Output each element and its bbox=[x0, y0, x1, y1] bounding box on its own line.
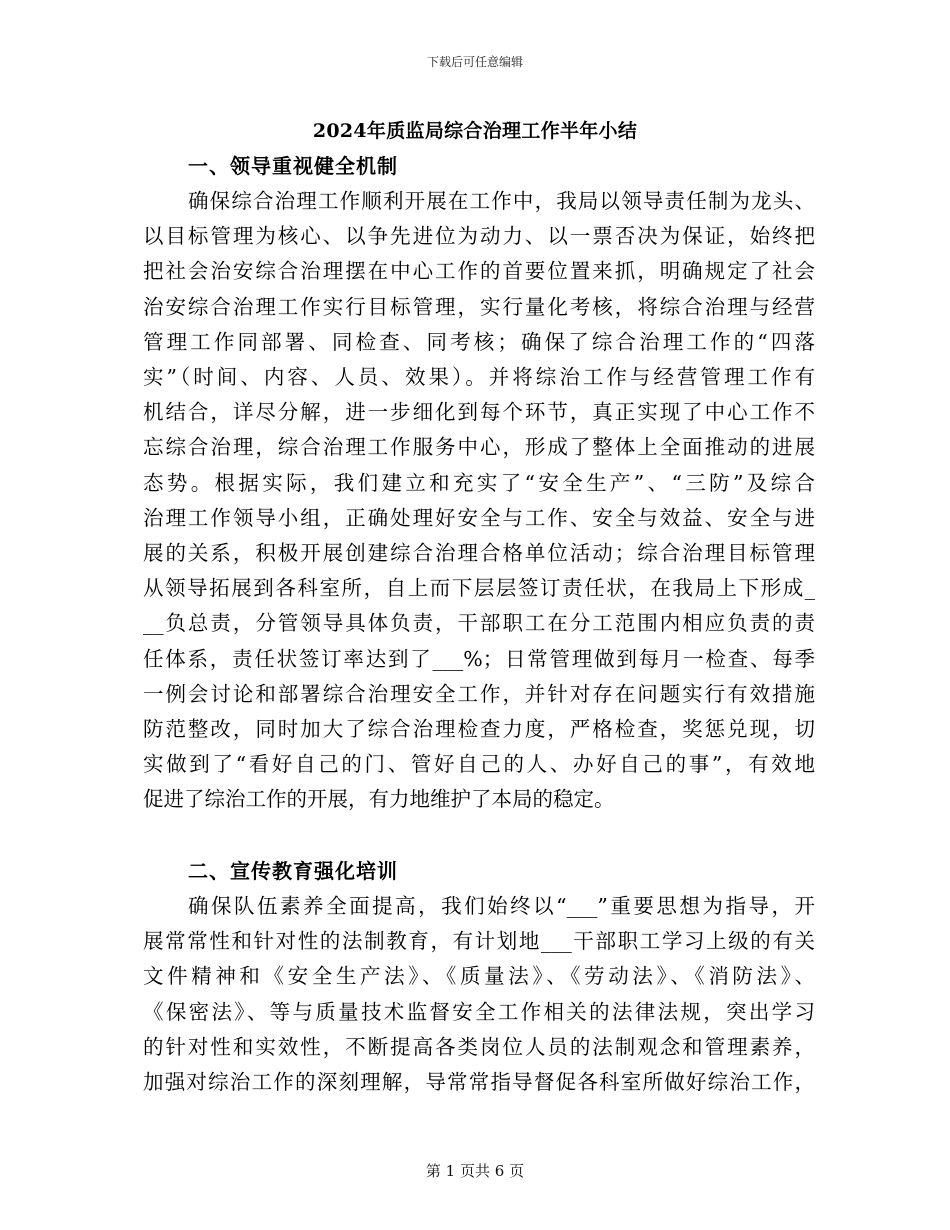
paragraph-line: __负总责，分管领导具体负责，干部职工在分工范围内相应负责的责 bbox=[143, 611, 815, 636]
document-title: 2024年质监局综合治理工作半年小结 bbox=[312, 120, 638, 142]
paragraph-line: 管理工作同部署、同检查、同考核；确保了综合治理工作的“四落 bbox=[143, 329, 815, 354]
paragraph-line: 确保综合治理工作顺利开展在工作中，我局以领导责任制为龙头、 bbox=[188, 189, 815, 213]
paragraph-line: 展常常性和针对性的法制教育，有计划地___干部职工学习上级的有关 bbox=[143, 929, 815, 954]
paragraph-line: 实”（时间、内容、人员、效果）。并将综治工作与经营管理工作有 bbox=[143, 365, 815, 389]
page-footer: 第 1 页共 6 页 bbox=[425, 1162, 525, 1180]
paragraph-line: 展的关系，积极开展创建综合治理合格单位活动；综合治理目标管理 bbox=[143, 541, 815, 565]
paragraph-line: 以目标管理为核心、以争先进位为动力、以一票否决为保证，始终把 bbox=[143, 224, 815, 249]
paragraph-line: 治安综合治理工作实行目标管理，实行量化考核，将综合治理与经营 bbox=[143, 294, 815, 319]
paragraph-line: 从领导拓展到各科室所，自上而下层层签订责任状，在我局上下形成_ bbox=[143, 576, 815, 601]
paragraph-line: 治理工作领导小组，正确处理好安全与工作、安全与效益、安全与进 bbox=[143, 505, 815, 530]
paragraph-line: 的针对性和实效性，不断提高各类岗位人员的法制观念和管理素养， bbox=[143, 1034, 815, 1059]
paragraph-line: 实做到了“看好自己的门、管好自己的人、办好自己的事”，有效地 bbox=[143, 752, 815, 777]
paragraph-line: 促进了综治工作的开展，有力地维护了本局的稳定。 bbox=[143, 787, 615, 812]
section-heading-1: 一、领导重视健全机制 bbox=[188, 154, 398, 178]
paragraph-line: 一例会讨论和部署综合治理安全工作，并针对存在问题实行有效措施 bbox=[143, 681, 815, 706]
paragraph-line: 加强对综治工作的深刻理解，导常常指导督促各科室所做好综治工作， bbox=[143, 1070, 815, 1094]
paragraph-line: 防范整改，同时加大了综合治理检查力度，严格检查，奖惩兑现，切 bbox=[143, 717, 815, 741]
section-heading-2: 二、宣传教育强化培训 bbox=[188, 859, 398, 883]
paragraph-line: 确保队伍素养全面提高，我们始终以“___”重要思想为指导，开 bbox=[188, 894, 815, 918]
page-header: 下载后可任意编辑 bbox=[426, 55, 523, 69]
paragraph-line: 任体系，责任状签订率达到了___%；日常管理做到每月一检查、每季 bbox=[143, 646, 815, 671]
paragraph-line: 机结合，详尽分解，进一步细化到每个环节，真正实现了中心工作不 bbox=[143, 400, 815, 425]
paragraph-line: 忘综合治理，综合治理工作服务中心，形成了整体上全面推动的进展 bbox=[143, 435, 815, 460]
paragraph-line: 态势。根据实际，我们建立和充实了“安全生产”、“三防”及综合 bbox=[143, 470, 815, 495]
paragraph-line: 《保密法》、等与质量技术监督安全工作相关的法律法规，突出学习 bbox=[143, 999, 815, 1024]
paragraph-line: 文件精神和《安全生产法》、《质量法》、《劳动法》、《消防法》、 bbox=[143, 964, 815, 989]
paragraph-line: 把社会治安综合治理摆在中心工作的首要位置来抓，明确规定了社会 bbox=[143, 259, 815, 284]
